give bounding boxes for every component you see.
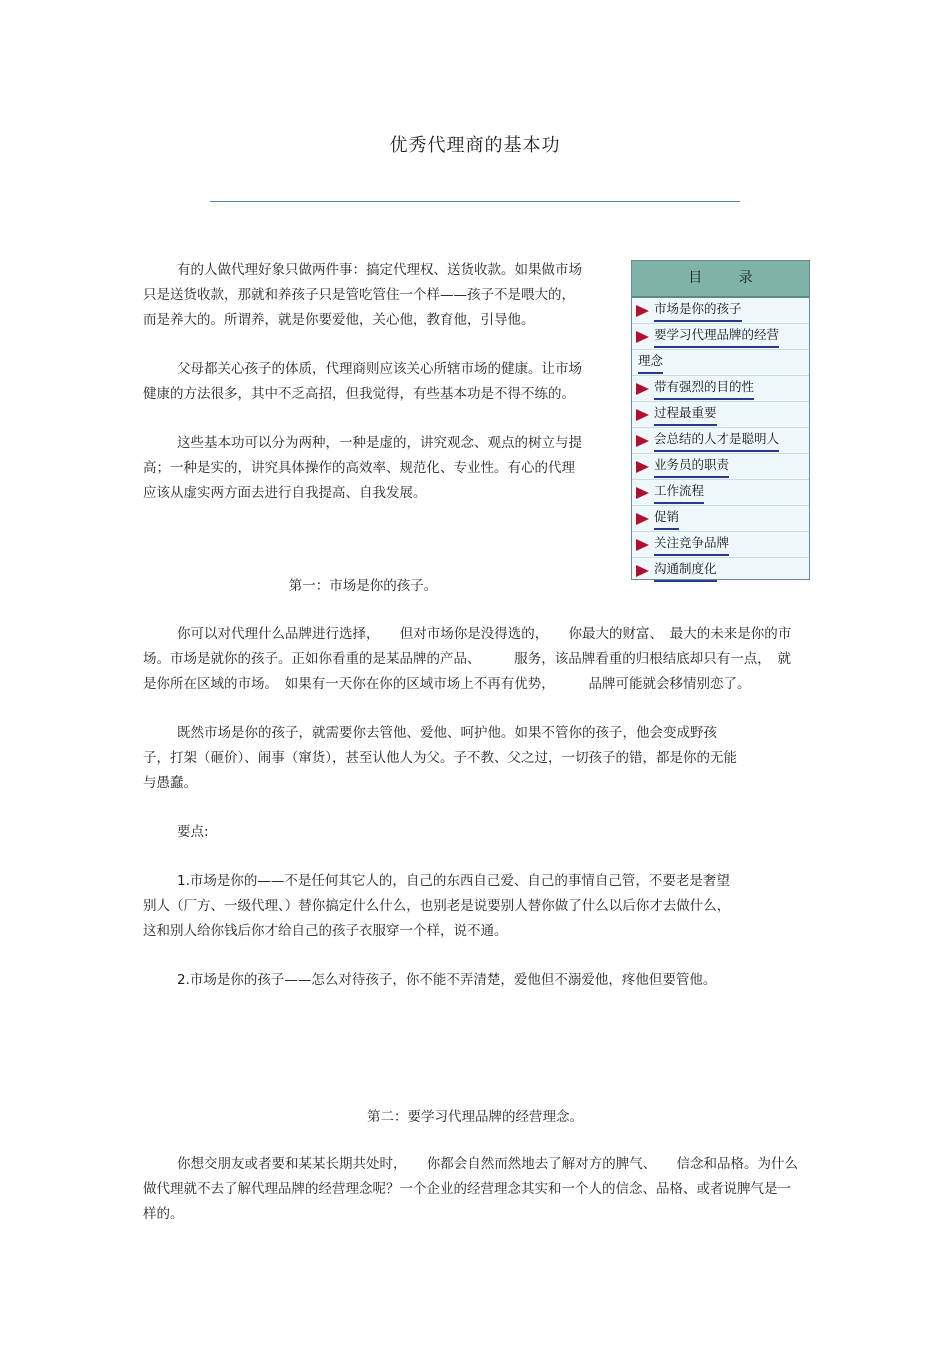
toc-link[interactable]: 关注竞争品牌 bbox=[654, 532, 729, 556]
section-2-heading: 第二：要学习代理品牌的经营理念。 bbox=[367, 1109, 583, 1125]
toc-link[interactable]: 沟通制度化 bbox=[654, 558, 717, 582]
toc-item-brand-philosophy-cont[interactable] bbox=[632, 350, 809, 376]
section-1-paragraph-1: 你可以对代理什么品牌进行选择， 但对市场你是没得选的， 你最大的财富、 最大的未来是你的市场。市场是就你的孩子。正如你看重的是某品牌的产品、 服务，该品牌看重的归根结底却只有一点， 就是你所在区域的市场。 如果有一天你在你的区域市场上不再有优势， 品牌可能就会移情别恋了。 bbox=[143, 626, 792, 692]
arrow-right-icon bbox=[636, 539, 649, 551]
section-2 bbox=[143, 1152, 803, 1251]
document-title: 优秀代理商的基本功 bbox=[389, 135, 561, 156]
toc-link[interactable]: 工作流程 bbox=[654, 480, 704, 504]
toc-item-summarize[interactable] bbox=[632, 428, 809, 454]
arrow-right-icon bbox=[636, 513, 649, 525]
section-1-paragraph-4: 1.市场是你的——不是任何其它人的，自己的东西自己爱、自己的事情自己管，不要老是奢望别人（厂方、一级代理、）替你搞定什么什么，也别老是说要别人替你做了什么以后你才去做什么，这和别人给你钱后你才给自己的孩子衣服穿一个样，说不通。 bbox=[143, 873, 731, 939]
toc-link[interactable]: 市场是你的孩子 bbox=[654, 298, 742, 322]
arrow-right-icon bbox=[636, 487, 649, 499]
arrow-right-icon bbox=[636, 461, 649, 473]
toc-link[interactable]: 要学习代理品牌的经营 bbox=[654, 324, 779, 348]
toc-item-promotion[interactable] bbox=[632, 506, 809, 532]
arrow-right-icon bbox=[636, 435, 649, 447]
arrow-right-icon bbox=[636, 305, 649, 317]
arrow-right-icon bbox=[636, 383, 649, 395]
intro-paragraph-1: 有的人做代理好象只做两件事：搞定代理权、送货收款。如果做市场只是送货收款，那就和养孩子只是管吃管住一个样——孩子不是喂大的，而是养大的。所谓养，就是你要爱他，关心他，教育他，引导他。 bbox=[143, 262, 582, 328]
toc-header: 目 录 bbox=[632, 261, 809, 298]
arrow-right-icon bbox=[636, 565, 649, 577]
arrow-right-icon bbox=[636, 331, 649, 343]
arrow-right-icon bbox=[636, 409, 649, 421]
section-1-paragraph-3: 要点: bbox=[177, 824, 209, 840]
section-1-heading: 第一：市场是你的孩子。 bbox=[288, 578, 438, 594]
section-1 bbox=[143, 622, 803, 1017]
section-1-paragraph-5: 2.市场是你的孩子——怎么对待孩子，你不能不弄清楚，爱他但不溺爱他，疼他但要管他。 bbox=[177, 972, 717, 988]
toc-link[interactable]: 理念 bbox=[638, 350, 663, 374]
toc-item-brand-philosophy[interactable] bbox=[632, 324, 809, 350]
toc-item-salesman-duty[interactable] bbox=[632, 454, 809, 480]
title-divider bbox=[210, 201, 740, 202]
toc-link[interactable]: 过程最重要 bbox=[654, 402, 717, 426]
toc-item-market-child[interactable] bbox=[632, 298, 809, 324]
intro-section bbox=[143, 258, 583, 530]
toc-link[interactable]: 会总结的人才是聪明人 bbox=[654, 428, 779, 452]
intro-paragraph-3: 这些基本功可以分为两种，一种是虚的，讲究观念、观点的树立与提高；一种是实的，讲究具体操作的高效率、规范化、专业性。有心的代理应该从虚实两方面去进行自我提高、自我发展。 bbox=[143, 435, 582, 501]
toc-link[interactable]: 带有强烈的目的性 bbox=[654, 376, 754, 400]
toc-item-communication[interactable] bbox=[632, 558, 809, 583]
table-of-contents bbox=[631, 260, 810, 580]
intro-paragraph-2: 父母都关心孩子的体质，代理商则应该关心所辖市场的健康。让市场健康的方法很多，其中不乏高招，但我觉得，有些基本功是不得不练的。 bbox=[143, 361, 582, 402]
toc-link[interactable]: 业务员的职责 bbox=[654, 454, 729, 478]
section-1-paragraph-2: 既然市场是你的孩子，就需要你去管他、爱他、呵护他。如果不管你的孩子，他会变成野孩子，打架（砸价）、闹事（窜货），甚至认他人为父。子不教、父之过，一切孩子的错，都是你的无能与愚蠢。 bbox=[143, 725, 737, 791]
toc-item-purpose[interactable] bbox=[632, 376, 809, 402]
section-2-paragraph-1: 你想交朋友或者要和某某长期共处时， 你都会自然而然地去了解对方的脾气、 信念和品格。为什么做代理就不去了解代理品牌的经营理念呢？一个企业的经营理念其实和一个人的信念、品格、或者说脾气是一样的。 bbox=[143, 1156, 798, 1222]
toc-link[interactable]: 促销 bbox=[654, 506, 679, 530]
toc-item-process[interactable] bbox=[632, 402, 809, 428]
toc-item-competitors[interactable] bbox=[632, 532, 809, 558]
toc-item-workflow[interactable] bbox=[632, 480, 809, 506]
